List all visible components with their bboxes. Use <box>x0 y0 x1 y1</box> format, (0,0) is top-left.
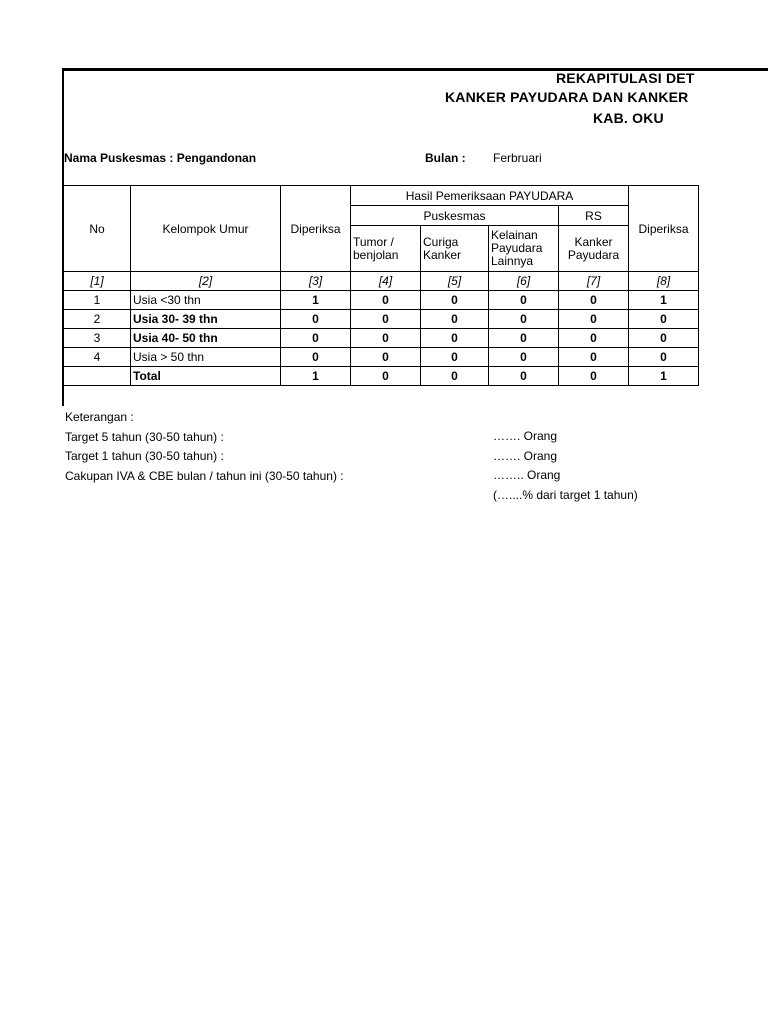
row-diperiksa-2: 0 <box>629 348 699 367</box>
cakupan-orang: …….. Orang <box>493 468 561 482</box>
header-rs: RS <box>559 206 629 226</box>
bulan-label: Bulan : <box>425 151 466 165</box>
row-kanker: 0 <box>559 329 629 348</box>
header-puskesmas: Puskesmas <box>351 206 559 226</box>
total-diperiksa: 1 <box>281 367 351 386</box>
row-kelainan: 0 <box>489 348 559 367</box>
row-umur: Usia 30- 39 thn <box>131 310 281 329</box>
cakupan-iva-cbe: Cakupan IVA & CBE bulan / tahun ini (30-50 tahun) : <box>65 468 344 483</box>
row-diperiksa: 0 <box>281 348 351 367</box>
col-number: [7] <box>559 272 629 291</box>
row-umur: Usia 40- 50 thn <box>131 329 281 348</box>
row-curiga: 0 <box>421 291 489 310</box>
header-hasil-pemeriksaan: Hasil Pemeriksaan PAYUDARA <box>351 186 629 206</box>
puskesmas-label: Nama Puskesmas : Pengandonan <box>64 151 257 165</box>
header-no: No <box>64 186 131 272</box>
row-kanker: 0 <box>559 291 629 310</box>
row-kelainan: 0 <box>489 329 559 348</box>
target-5-tahun: Target 5 tahun (30-50 tahun) : <box>65 429 224 444</box>
report-title-line2: KANKER PAYUDARA DAN KANKER <box>445 89 689 105</box>
report-title-line3: KAB. OKU <box>593 110 664 126</box>
target-1-tahun: Target 1 tahun (30-50 tahun) : <box>65 449 224 463</box>
row-kelainan: 0 <box>489 310 559 329</box>
row-diperiksa: 0 <box>281 310 351 329</box>
report-title-line1: REKAPITULASI DET <box>556 70 695 86</box>
total-no <box>64 367 131 386</box>
keterangan-label: Keterangan : <box>65 410 134 424</box>
total-curiga: 0 <box>421 367 489 386</box>
header-curiga: Curiga Kanker <box>421 226 489 272</box>
row-diperiksa: 1 <box>281 291 351 310</box>
notes-values <box>493 427 638 505</box>
table-row <box>64 348 699 367</box>
header-tumor: Tumor / benjolan <box>351 226 421 272</box>
row-diperiksa-2: 0 <box>629 329 699 348</box>
col-number: [4] <box>351 272 421 291</box>
row-diperiksa: 0 <box>281 329 351 348</box>
row-tumor: 0 <box>351 329 421 348</box>
target-1-orang: ……. Orang <box>493 448 558 463</box>
row-no: 4 <box>64 348 131 367</box>
target-5-orang: ……. Orang <box>493 429 558 443</box>
header-kelompok-umur: Kelompok Umur <box>131 186 281 272</box>
col-number: [3] <box>281 272 351 291</box>
row-kanker: 0 <box>559 348 629 367</box>
row-tumor: 0 <box>351 291 421 310</box>
col-number: [6] <box>489 272 559 291</box>
bulan-value: Ferbruari <box>493 151 542 165</box>
col-number: [2] <box>131 272 281 291</box>
table-row <box>64 329 699 348</box>
col-number: [1] <box>64 272 131 291</box>
total-kelainan: 0 <box>489 367 559 386</box>
col-number: [5] <box>421 272 489 291</box>
row-no: 2 <box>64 310 131 329</box>
row-tumor: 0 <box>351 348 421 367</box>
total-kanker: 0 <box>559 367 629 386</box>
row-kelainan: 0 <box>489 291 559 310</box>
table-row <box>64 291 699 310</box>
row-no: 1 <box>64 291 131 310</box>
row-no: 3 <box>64 329 131 348</box>
notes-section <box>65 408 344 486</box>
row-umur: Usia > 50 thn <box>131 348 281 367</box>
persen-target: (…....% dari target 1 tahun) <box>493 487 638 502</box>
total-diperiksa-2: 1 <box>629 367 699 386</box>
row-curiga: 0 <box>421 310 489 329</box>
row-diperiksa-2: 1 <box>629 291 699 310</box>
row-curiga: 0 <box>421 329 489 348</box>
header-kanker-payudara: Kanker Payudara <box>559 226 629 272</box>
row-tumor: 0 <box>351 310 421 329</box>
table-total-row <box>64 367 699 386</box>
total-tumor: 0 <box>351 367 421 386</box>
total-label: Total <box>131 367 281 386</box>
header-diperiksa: Diperiksa <box>281 186 351 272</box>
row-umur: Usia <30 thn <box>131 291 281 310</box>
header-diperiksa-2: Diperiksa <box>629 186 699 272</box>
row-curiga: 0 <box>421 348 489 367</box>
row-diperiksa-2: 0 <box>629 310 699 329</box>
table-row <box>64 310 699 329</box>
row-kanker: 0 <box>559 310 629 329</box>
header-kelainan: Kelainan Payudara Lainnya <box>489 226 559 272</box>
col-number: [8] <box>629 272 699 291</box>
recap-table <box>63 185 699 386</box>
